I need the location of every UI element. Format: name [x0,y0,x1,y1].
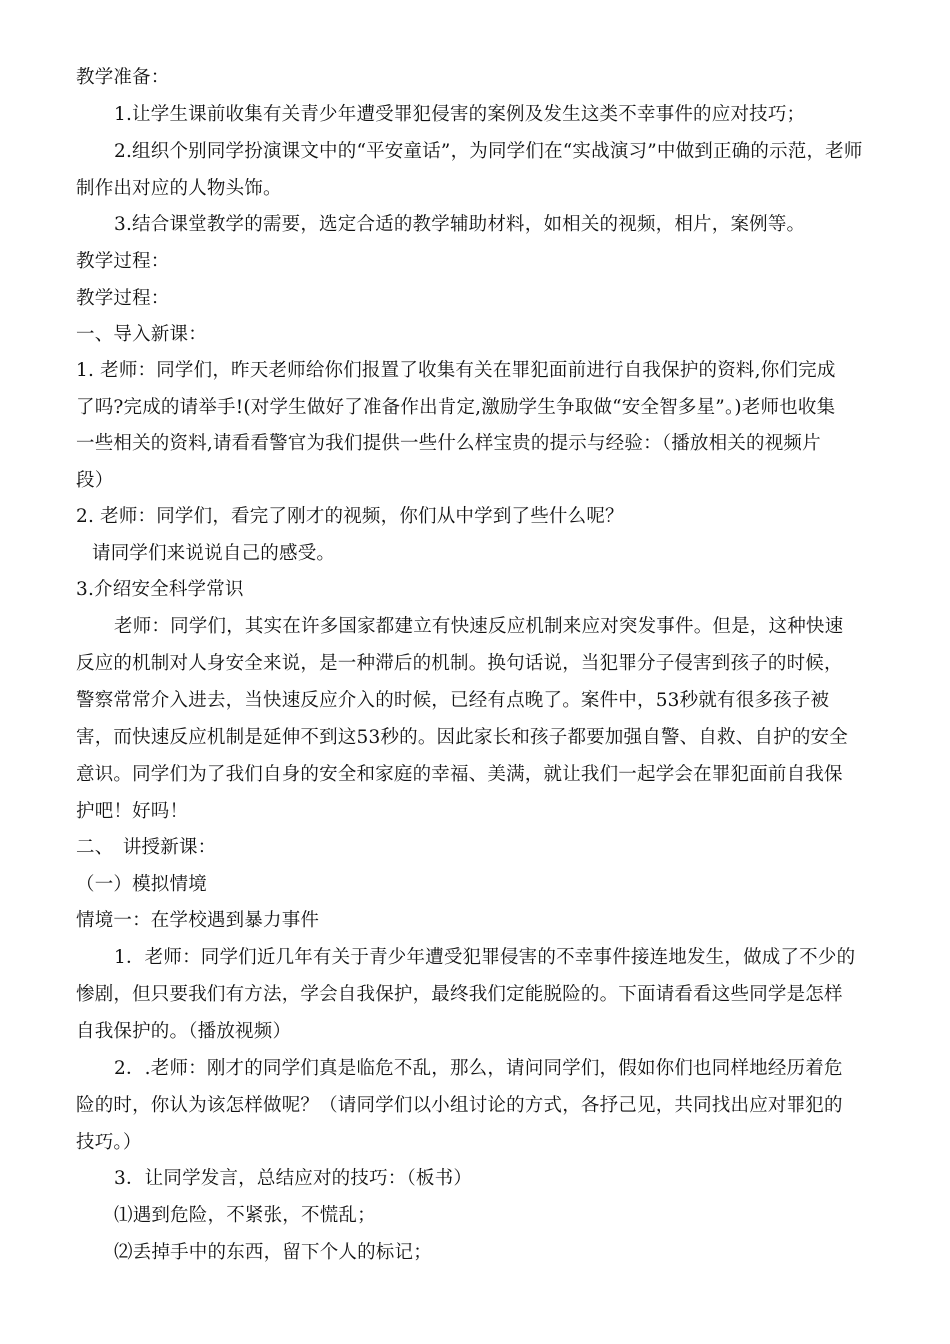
intro-para-1-line-4: 段） [76,470,114,491]
intro-para-1-line-1: 1. 老师：同学们，昨天老师给你们报置了收集有关在罪犯面前进行自我保护的资料,你们完成 [76,360,836,381]
heading-process-repeat: 教学过程： [76,288,170,309]
heading-section-2: 二、 讲授新课： [76,837,217,858]
tip-item-2: ⑵丢掉手中的东西，留下个人的标记； [114,1242,432,1263]
safety-para-line-3: 警察常常介入进去，当快速反应介入的时候，已经有点晚了。案件中，53秒就有很多孩子被 [76,690,830,711]
heading-preparation: 教学准备： [76,67,170,88]
prep-item-2-line-1: 2.组织个别同学扮演课文中的“平安童话”，为同学们在“实战演习”中做到正确的示范，老师 [114,141,863,162]
scenario-para-2-line-2: 险的时，你认为该怎样做呢？（请同学们以小组讨论的方式，各抒己见，共同找出应对罪犯的 [76,1095,843,1116]
scenario-para-2-line-3: 技巧。） [76,1132,142,1153]
scenario-para-1-line-2: 惨剧，但只要我们有方法，学会自我保护，最终我们定能脱险的。下面请看看这些同学是怎样 [76,984,843,1005]
prep-item-1: 1.让学生课前收集有关青少年遭受罪犯侵害的案例及发生这类不幸事件的应对技巧； [114,104,806,125]
heading-section-1: 一、导入新课： [76,324,207,345]
scenario-para-1-line-3: 自我保护的。（播放视频） [76,1021,292,1042]
scenario-para-2-line-1: 2．.老师：刚才的同学们真是临危不乱，那么，请问同学们，假如你们也同样地经历着危 [114,1058,843,1079]
intro-para-2-sub: 请同学们来说说自己的感受。 [92,543,336,564]
scenario-1-title: 情境一：在学校遇到暴力事件 [76,910,320,931]
scenario-para-1-line-1: 1．老师：同学们近几年有关于青少年遭受犯罪侵害的不幸事件接连地发生，做成了不少的 [114,947,856,968]
intro-para-1-line-3: 一些相关的资料,请看看警官为我们提供一些什么样宝贵的提示与经验：（播放相关的视频片 [76,433,821,454]
safety-para-line-4: 害，而快速反应机制是延伸不到这53秒的。因此家长和孩子都要加强自警、自救、自护的安全 [76,727,848,748]
safety-para-line-5: 意识。同学们为了我们自身的安全和家庭的幸福、美满，就让我们一起学会在罪犯面前自我保 [76,764,843,785]
safety-para-line-1: 老师：同学们，其实在许多国家都建立有快速反应机制来应对突发事件。但是，这种快速 [114,616,844,637]
tip-item-1: ⑴遇到危险，不紧张，不慌乱； [114,1205,376,1226]
intro-item-3-heading: 3.介绍安全科学常识 [76,579,244,600]
subheading-simulation: （一）模拟情境 [76,874,207,895]
safety-para-line-2: 反应的机制对人身安全来说，是一种滞后的机制。换句话说，当犯罪分子侵害到孩子的时候， [76,653,843,674]
prep-item-2-line-2: 制作出对应的人物头饰。 [76,178,282,199]
scenario-para-3: 3．让同学发言，总结应对的技巧：（板书） [114,1168,473,1189]
heading-process: 教学过程： [76,251,170,272]
safety-para-line-6: 护吧！好吗！ [76,801,189,822]
intro-para-2: 2. 老师：同学们，看完了刚才的视频，你们从中学到了些什么呢？ [76,506,624,527]
prep-item-3: 3.结合课堂教学的需要，选定合适的教学辅助材料，如相关的视频，相片，案例等。 [114,214,806,235]
intro-para-1-line-2: 了吗?完成的请举手!(对学生做好了准备作出肯定,激励学生争取做“安全智多星”。)老师也收集 [76,397,836,418]
